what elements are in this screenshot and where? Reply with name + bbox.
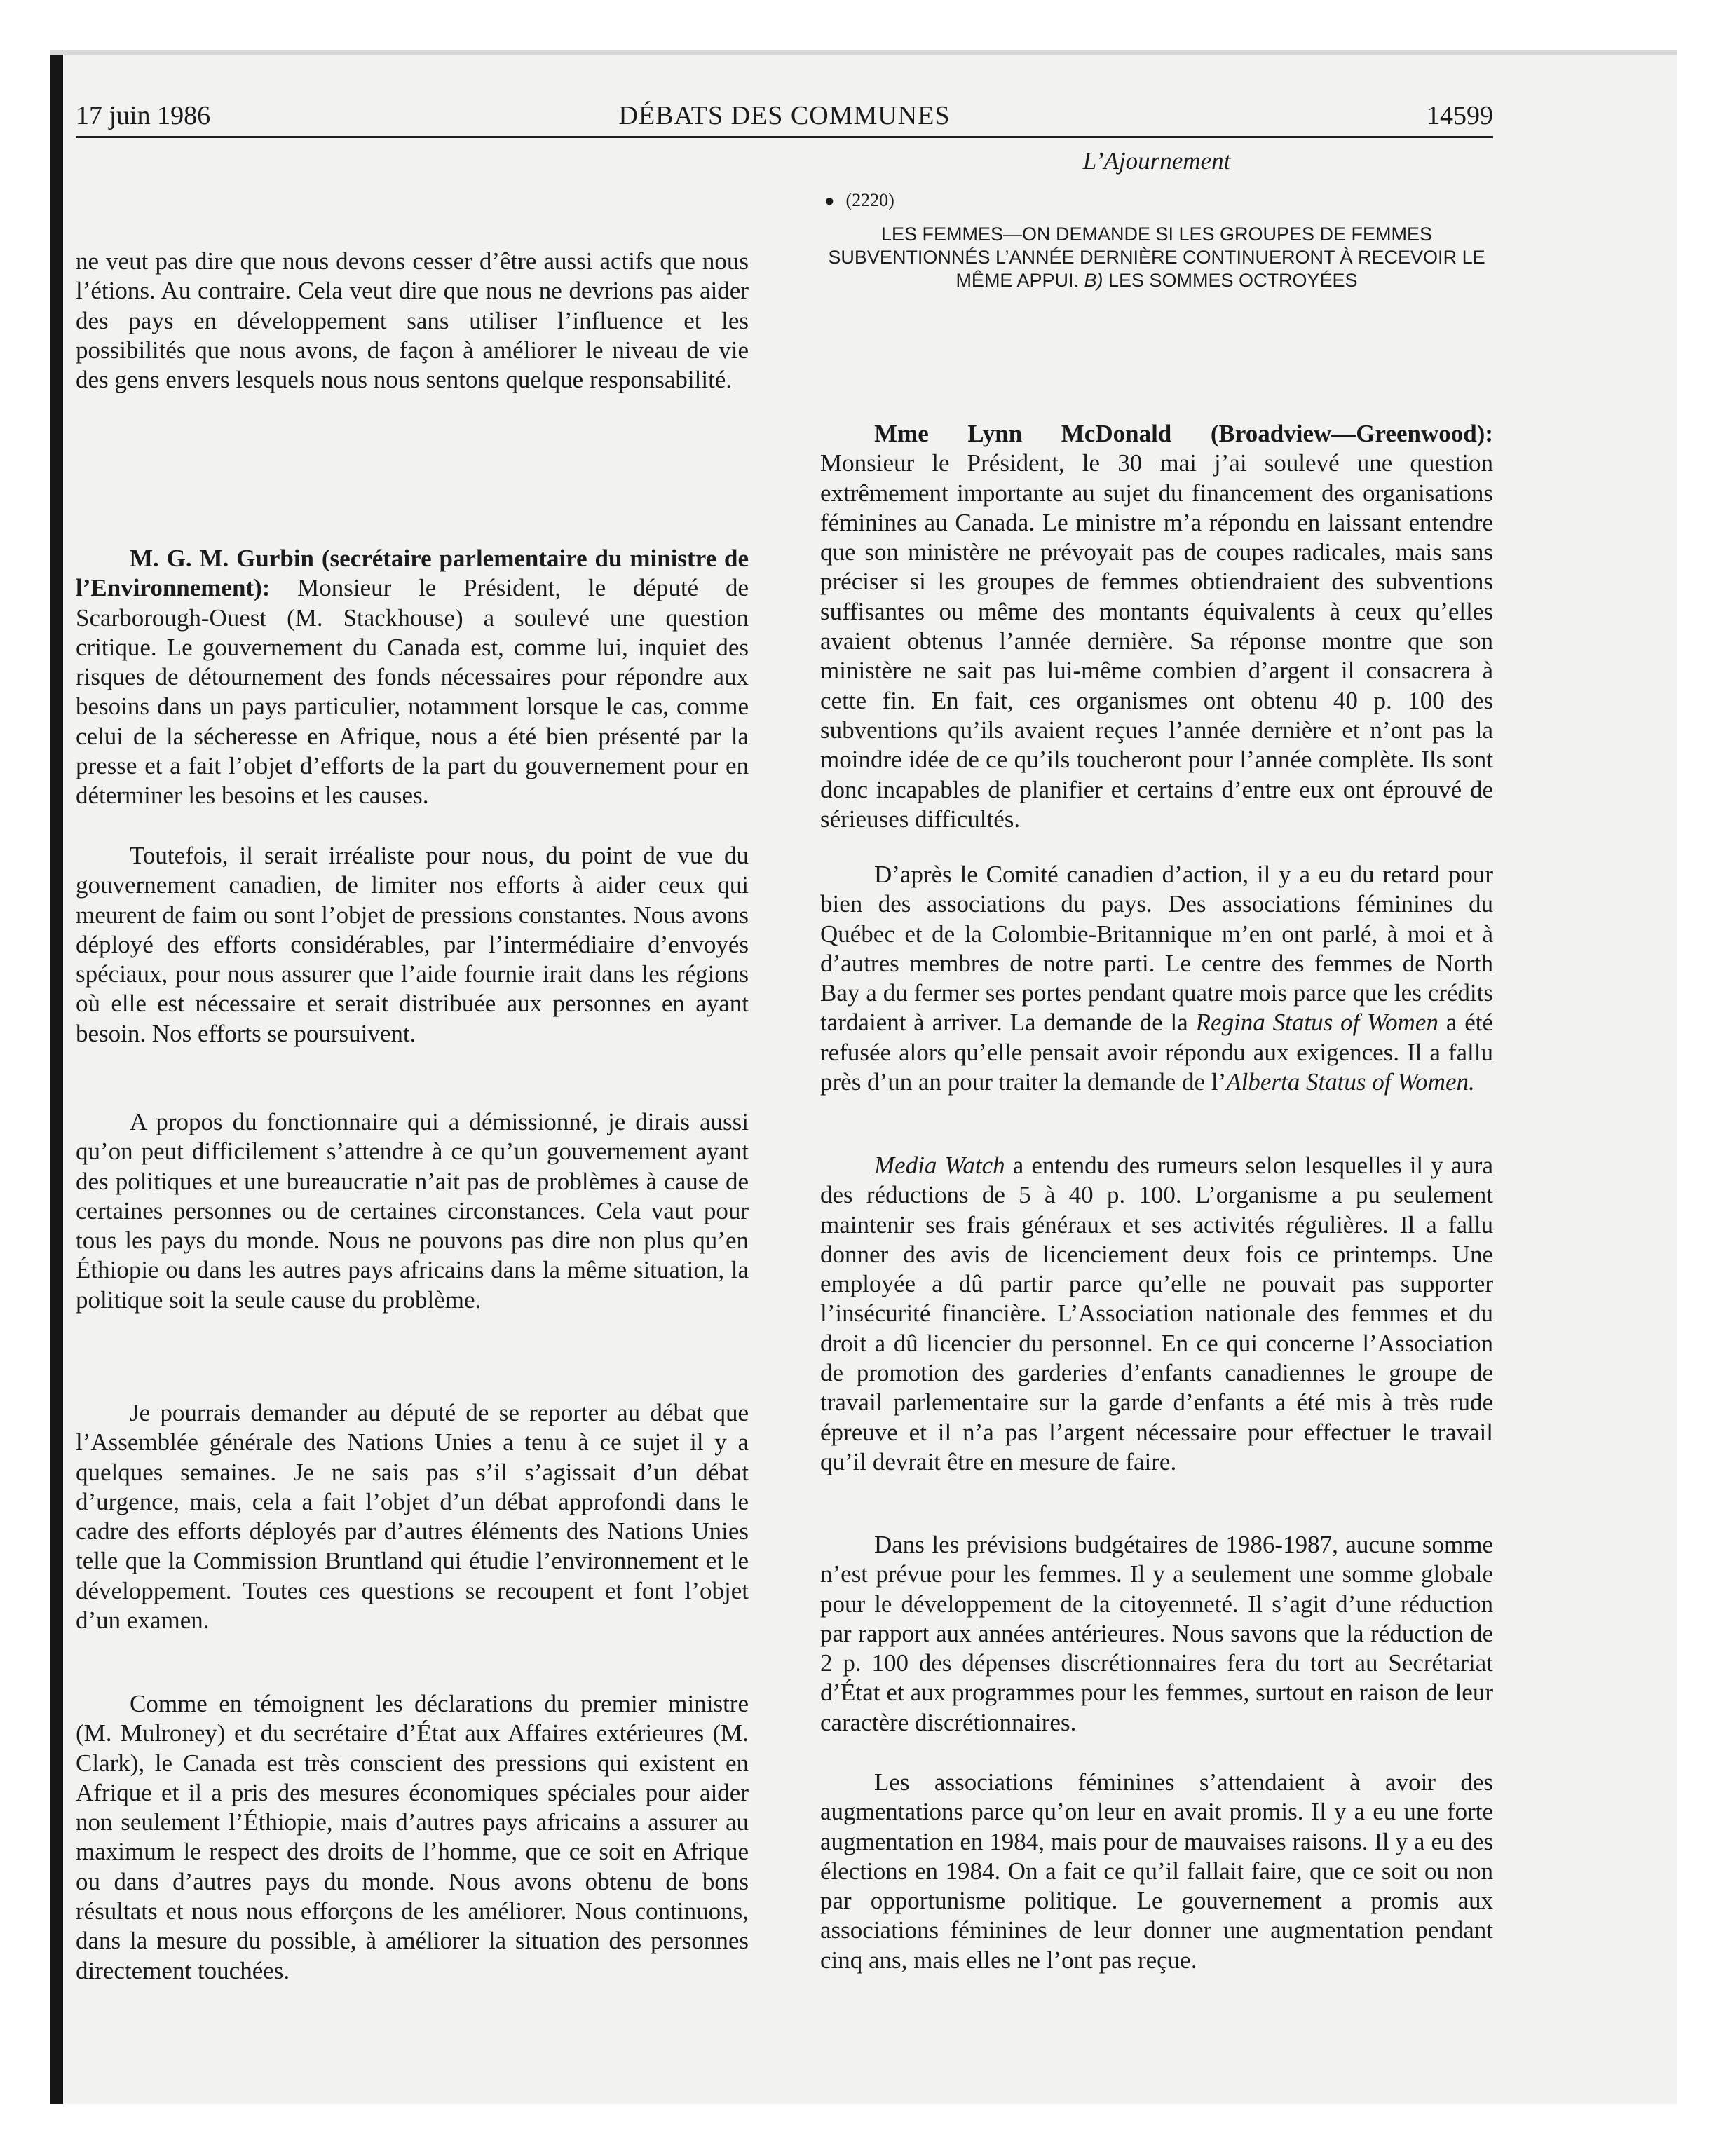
headline-part-a: LES FEMMES—ON DEMANDE SI LES GROUPES DE FEMMES SUBVENTIONNÉS L’ANNÉE DERNIÈRE CONTINUERONT À RECEVOIR LE MÊME APPUI. [828,224,1485,291]
right-paragraph-2-em1: Regina Status of Women [1195,1009,1438,1037]
left-paragraph-6: Comme en témoignent les déclarations du premier ministre (M. Mulroney) et du secrétaire d’État aux Affaires extérieures (M. Clark), le Canada est très conscient des pressions qui existent en Afrique et il a pris des mesures économiques spéciales pour aider non seulement l’Éthiopie, mais d’autres pays africains a assurer au maximum le respect des droits de l’homme, que ce soit en Afrique ou dans d’autres pays du monde. Nous avons obtenu de bons résultats et nous nous efforçons de les améliorer. Nous continuons, dans la mesure du possible, à améliorer la situation des personnes directement touchées. [76,1690,749,1984]
left-paragraph-2-text: Monsieur le Président, le député de Scarborough-Ouest (M. Stackhouse) a soulevé une question critique. Le gouvernement du Canada est, comme lui, inquiet des risques de détournement des fonds nécessaires pour répondre aux besoins dans un pays particulier, notamment lorsque le cas, comme celui de la sécheresse en Afrique, nous a été bien présenté par la presse et a fait l’objet d’efforts de la part du gouvernement pour en déterminer les besoins et les causes. [76,574,749,810]
right-paragraph-2 [820,860,1493,1097]
header-date: 17 juin 1986 [76,101,211,130]
headline-part-c: LES SOMMES OCTROYÉES [1103,270,1358,291]
right-paragraph-2-b: a été refusée alors qu’elle pensait avoir répondu aux exigences. Il a fallu près d’un an pour traiter la demande de l’ [820,1009,1494,1096]
section-headline [820,223,1493,292]
header-title: DÉBATS DES COMMUNES [618,101,951,130]
speaker-mcdonald: Mme Lynn McDonald (Broadview—Greenwood): [874,420,1493,447]
left-paragraph-3: Toutefois, il serait irréaliste pour nous, du point de vue du gouvernement canadien, de limiter nos efforts à aider ceux qui meurent de faim ou sont l’objet de pressions constantes. Nous avons déployé des efforts considérables, par l’intermédiaire d’envoyés spéciaux, pour nous assurer que l’aide fournie irait dans les régions où elle est nécessaire et serait distribuée aux personnes en ayant besoin. Nos efforts se poursuivent. [76,842,749,1047]
speaker-gurbin: M. G. M. Gurbin (secrétaire parlementaire du ministre de l’Environnement): [76,545,749,602]
bullet-icon: ● [824,192,835,210]
left-paragraph-5: Je pourrais demander au député de se reporter au débat que l’Assemblée générale des Nations Unies a tenu à ce sujet il y a quelques semaines. Je ne sais pas s’il s’agissait d’un débat d’urgence, mais, cela a fait l’objet d’un débat approfondi dans le cadre des efforts déployés par d’autres éléments des Nations Unies telle que la Commission Bruntland qui étudie l’environnement et le développement. Toutes ces questions se recoupent et font l’objet d’un examen. [76,1399,749,1635]
left-paragraph-1: ne veut pas dire que nous devons cesser d’être aussi actifs que nous l’étions. Au contraire. Cela veut dire que nous ne devrions pas aider des pays en développement sans utiliser l’influence et les possibilités que nous avons, de façon à améliorer le niveau de vie des gens envers lesquels nous nous sentons quelque responsabilité. [76,247,749,394]
right-paragraph-1 [820,419,1493,834]
right-paragraph-2-em2: Alberta Status of Women. [1226,1068,1475,1096]
right-paragraph-2-a: D’après le Comité canadien d’action, il y a eu du retard pour bien des associations du pays. Des associations féminines du Québec et de la Colombie-Britannique m’en ont parlé, à moi et à d’autres membres de notre parti. Le centre des femmes de North Bay a du fermer ses portes pendant quatre mois parce que les crédits tardaient à arriver. La demande de la [820,861,1493,1037]
time-marker [824,186,894,215]
time-marker-text: (2220) [845,190,894,210]
right-paragraph-3-text: a entendu des rumeurs selon lesquelles il y aura des réductions de 5 à 40 p. 100. L’organisme a pu seulement maintenir ses frais généraux et ses activités régulières. Il a fallu donner des avis de licenciement deux fois ce printemps. Une employée a dû partir parce qu’elle ne pouvait pas supporter l’insécurité financière. L’Association nationale des femmes et du droit a dû licencier du personnel. En ce qui concerne l’Association de promotion des garderies d’enfants canadiennes le groupe de travail parlementaire sur la garde d’enfants a été mis à très rude épreuve et il n’a pas l’argent nécessaire pour effectuer le travail qu’il devrait être en mesure de faire. [820,1152,1493,1475]
right-paragraph-4: Dans les prévisions budgétaires de 1986-1987, aucune somme n’est prévue pour les femmes. Il y a seulement une somme globale pour le développement de la citoyenneté. Il s’agit d’une réduction par rapport aux années antérieures. Nous savons que la réduction de 2 p. 100 des dépenses discrétionnaires fera du tort au Secrétariat d’État et aux programmes pour les femmes, surtout en raison de leur caractère discrétionnaires. [820,1531,1493,1736]
left-paragraph-2 [76,544,749,811]
header-rule [76,136,1493,138]
right-paragraph-5: Les associations féminines s’attendaient à avoir des augmentations parce qu’on leur en avait promis. Il y a eu une forte augmentation en 1984, mais pour de mauvaises raisons. Il y a eu des élections en 1984. On a fait ce qu’il fallait faire, que ce soit ou non par opportunisme politique. Le gouvernement a promis aux associations féminines de leur donner une augmentation pendant cinq ans, mais elles ne l’ont pas reçue. [820,1768,1493,1974]
right-paragraph-3 [820,1151,1493,1477]
scan-edge-left [50,50,63,2104]
running-head [76,97,1493,135]
left-paragraph-4: A propos du fonctionnaire qui a démissionné, je dirais aussi qu’on peut difficilement s’attendre à ce qu’un gouvernement ayant des politiques et une bureaucratie n’ait pas de problèmes à cause de certaines personnes ou de certaines circonstances. Cela vaut pour tous les pays du monde. Nous ne pouvons pas dire non plus qu’en Éthiopie ou dans les autres pays africains dans la même situation, la politique soit la seule cause du problème. [76,1108,749,1314]
right-paragraph-1-text: Monsieur le Président, le 30 mai j’ai soulevé une question extrêmement importante au sujet du financement des organisations féminines au Canada. Le ministre m’a répondu en laissant entendre que son ministère ne prévoyait pas de coupes radicales, mais sans préciser si les groupes de femmes obtiendraient des subventions suffisantes ou même des montants équivalents à ceux qu’elles avaient obtenus l’année dernière. Sa réponse montre que son ministère ne sait pas lui-même combien d’argent il consacrera à cette fin. En fait, ces organismes ont obtenu 40 p. 100 des subventions qu’ils avaient reçues l’année dernière et n’ont pas la moindre idée de ce qu’ils toucheront pour l’année complète. Ils sont donc incapables de planifier et certains d’entre eux ont éprouvé de sérieuses difficultés. [820,449,1493,833]
header-page-number: 14599 [1427,101,1493,130]
right-paragraph-3-em: Media Watch [874,1152,1005,1179]
section-label: L’Ajournement [1082,147,1231,175]
scan-edge-top [50,50,1677,55]
headline-letter-b: B) [1084,270,1103,291]
